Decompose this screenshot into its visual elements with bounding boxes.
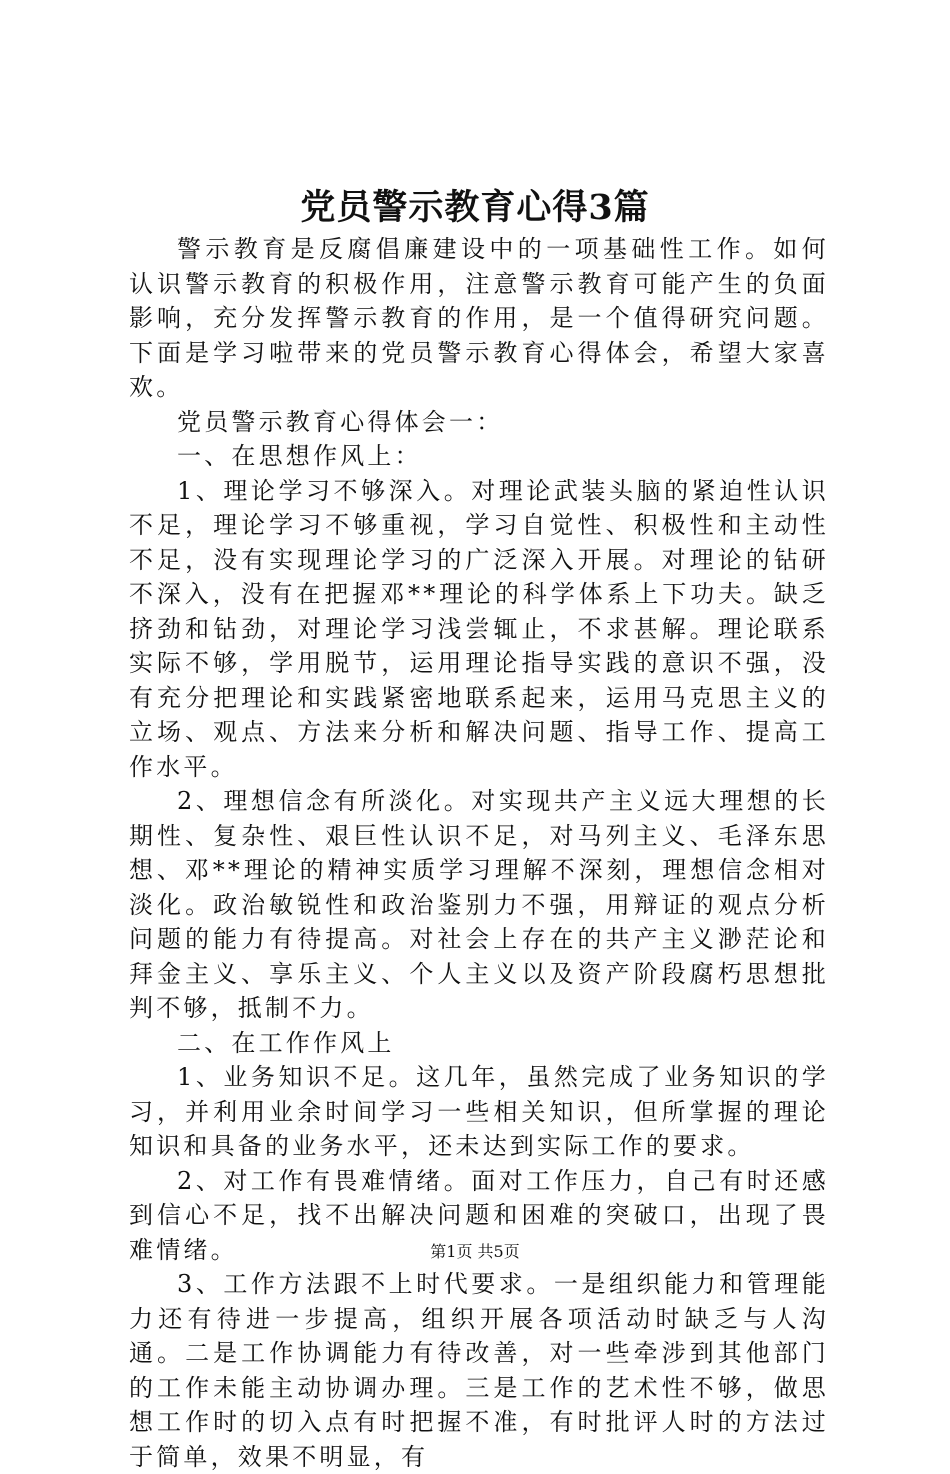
paragraph-intro: 警示教育是反腐倡廉建设中的一项基础性工作。如何认识警示教育的积极作用，注意警示教育可能产生的负面影响，充分发挥警示教育的作用，是一个值得研究问题。下面是学习啦带来的党员警示教育心得体会，希望大家喜欢。	[129, 235, 829, 401]
paragraph-work-methods: 3、工作方法跟不上时代要求。一是组织能力和管理能力还有待进一步提高，组织开展各项活动时缺乏与人沟通。二是工作协调能力有待改善，对一些牵涉到其他部门的工作未能主动协调办理。三是工作的艺术性不够，做思想工作时的切入点有时把握不准，有时批评人时的方法过于简单，效果不明显，有	[129, 1270, 829, 1471]
paragraph-theory-study: 1、理论学习不够深入。对理论武装头脑的紧迫性认识不足，理论学习不够重视，学习自觉性、积极性和主动性不足，没有实现理论学习的广泛深入开展。对理论的钻研不深入，没有在把握邓**理论的科学体系上下功夫。缺乏挤劲和钻劲，对理论学习浅尝辄止，不求甚解。理论联系实际不够，学用脱节，运用理论指导实践的意识不强，没有充分把理论和实践紧密地联系起来，运用马克思主义的立场、观点、方法来分析和解决问题、指导工作、提高工作水平。	[129, 476, 829, 781]
paragraph-ideals-beliefs: 2、理想信念有所淡化。对实现共产主义远大理想的长期性、复杂性、艰巨性认识不足，对马列主义、毛泽东思想、邓**理论的精神实质学习理解不深刻，理想信念相对淡化。政治敏锐性和政治鉴别力不强，用辩证的观点分析问题的能力有待提高。对社会上存在的共产主义渺茫论和拜金主义、享乐主义、个人主义以及资产阶段腐朽思想批判不够，抵制不力。	[129, 787, 829, 1022]
document-title: 党员警示教育心得3篇	[300, 187, 650, 228]
document-body	[129, 232, 829, 1474]
paragraph-business-knowledge: 1、业务知识不足。这几年，虽然完成了业务知识的学习，并利用业余时间学习一些相关知识，但所掌握的理论知识和具备的业务水平，还未达到实际工作的要求。	[129, 1063, 829, 1160]
paragraph-work-fear: 2、对工作有畏难情绪。面对工作压力，自己有时还感到信心不足，找不出解决问题和困难的突破口，出现了畏难情绪。	[129, 1166, 829, 1264]
subheading-work-style: 二、在工作作风上	[177, 1028, 395, 1057]
section-heading-part-one: 党员警示教育心得体会一：	[177, 407, 504, 436]
subheading-ideology: 一、在思想作风上：	[177, 442, 422, 470]
page-footer: 第1页 共5页	[430, 1242, 520, 1261]
